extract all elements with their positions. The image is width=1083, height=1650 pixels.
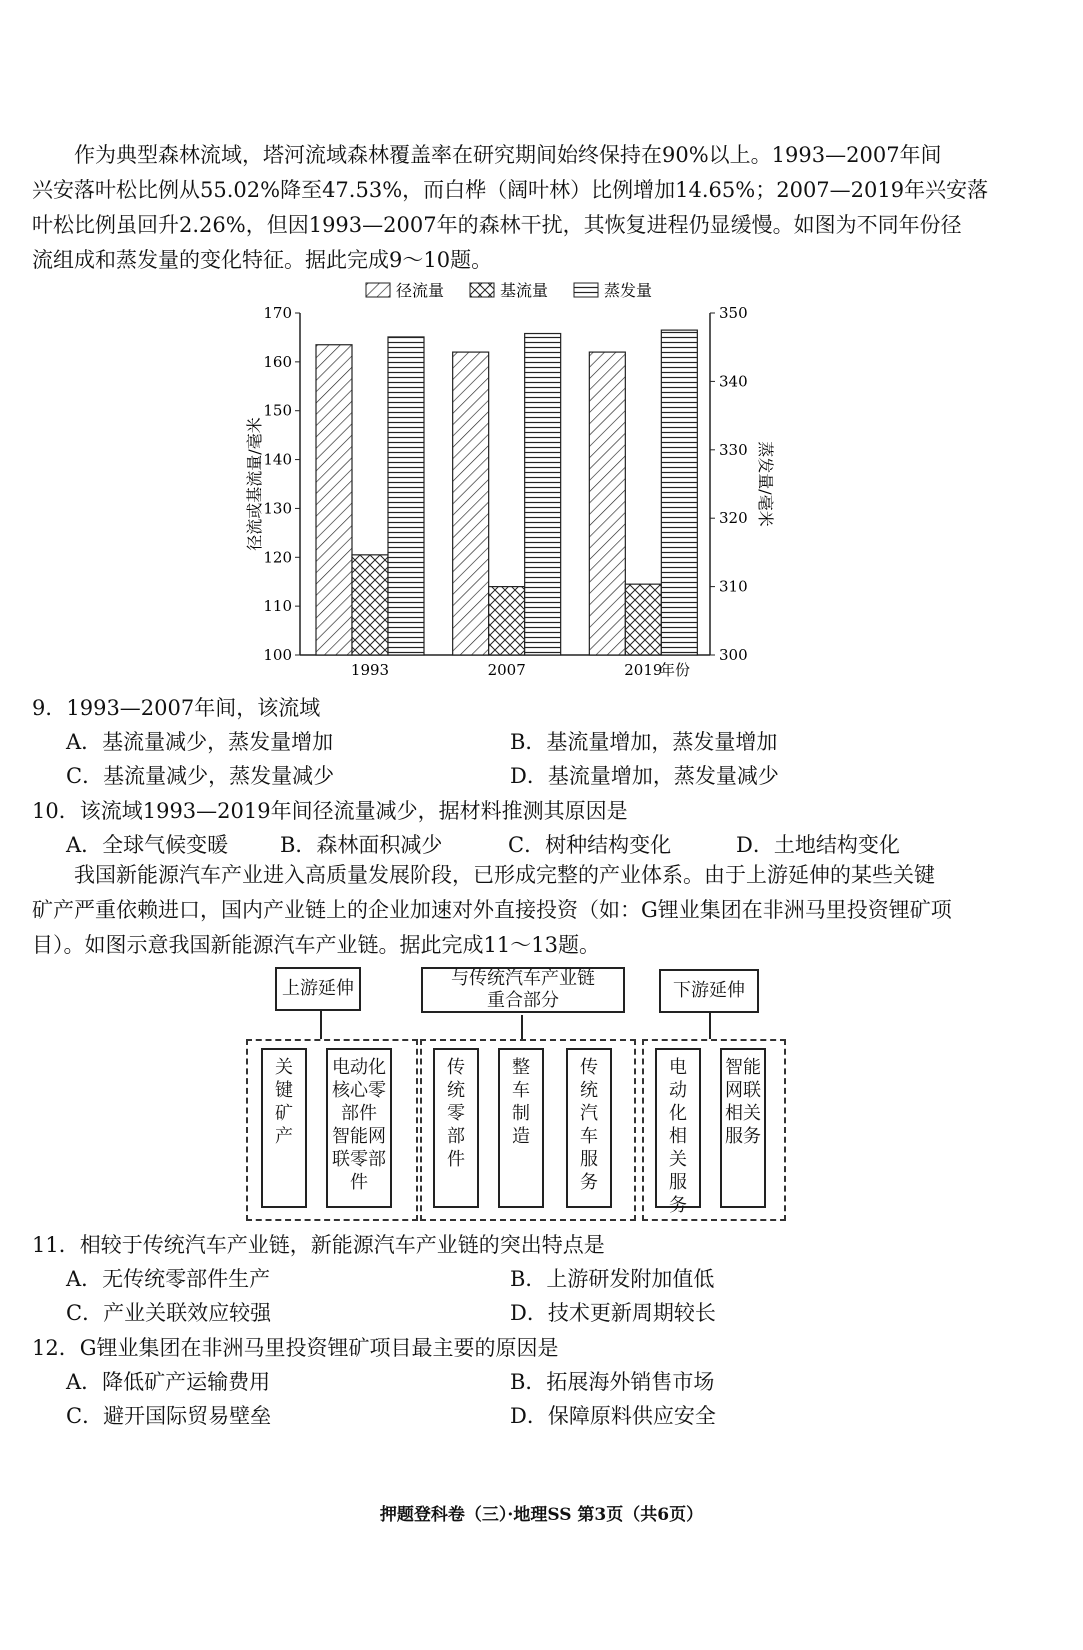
y-right-tick-label: 320 — [719, 509, 748, 528]
bar — [352, 555, 388, 655]
q9-option-d[interactable]: D．基流量增加，蒸发量减少 — [510, 764, 779, 788]
q11-stem: 11．相较于传统汽车产业链，新能源汽车产业链的突出特点是 — [32, 1233, 605, 1257]
downstream-header: 下游延伸 — [659, 969, 759, 1013]
passage-1-line: 兴安落叶松比例从55.02%降至47.53%，而白桦（阔叶林）比例增加14.65%；2007—2019年兴安落 — [32, 178, 989, 202]
item-key-minerals — [261, 1048, 307, 1208]
q11-option-d[interactable]: D．技术更新周期较长 — [510, 1301, 716, 1325]
q12-stem: 12．G锂业集团在非洲马里投资锂矿项目最主要的原因是 — [32, 1336, 559, 1360]
q11-option-c[interactable]: C．产业关联效应较强 — [66, 1301, 272, 1325]
y-right-tick-label: 340 — [719, 372, 748, 391]
y-right-tick-label: 350 — [719, 304, 748, 322]
item-vehicle-manufacturing — [498, 1048, 544, 1208]
item-label: 整车制造 — [512, 1057, 530, 1147]
item-label: 关键矿产 — [275, 1057, 293, 1147]
passage-2-line: 我国新能源汽车产业进入高质量发展阶段，已形成完整的产业体系。由于上游延伸的某些关键 — [32, 863, 935, 887]
overlap-header: 与传统汽车产业链重合部分 — [421, 967, 625, 1013]
bar — [525, 334, 561, 655]
y-right-tick-label: 310 — [719, 577, 748, 596]
legend-swatch — [366, 283, 390, 297]
q10-option-c[interactable]: C．树种结构变化 — [508, 833, 672, 857]
item-label: 电动化相关服务 — [669, 1057, 687, 1216]
y-right-axis-title: 蒸发量/毫米 — [756, 441, 775, 527]
bar — [489, 587, 525, 655]
passage-2 — [32, 858, 1052, 963]
q11-option-b[interactable]: B．上游研发附加值低 — [510, 1267, 715, 1291]
item-connected-services — [720, 1048, 766, 1208]
q12-option-b[interactable]: B．拓展海外销售市场 — [510, 1370, 715, 1394]
item-label: 传统零部件 — [447, 1057, 465, 1170]
y-right-tick-label: 330 — [719, 440, 748, 459]
q10-option-a[interactable]: A．全球气候变暖 — [66, 833, 229, 857]
page-footer: 押题登科卷（三）·地理SS 第3页（共6页） — [379, 1505, 704, 1525]
legend-label: 蒸发量 — [604, 281, 653, 300]
item-label: 电动化核心零部件 智能网联零部件 — [332, 1057, 386, 1193]
bar — [625, 584, 661, 655]
x-tick-label: 2007 — [487, 661, 526, 679]
item-electrification-services — [655, 1048, 701, 1216]
downstream-connector — [709, 1011, 711, 1039]
q9-stem: 9．1993—2007年间，该流域 — [32, 696, 321, 720]
legend-swatch — [470, 283, 494, 297]
x-tick-label: 2019 — [624, 661, 663, 679]
passage-1-line: 作为典型森林流域，塔河流域森林覆盖率在研究期间始终保持在90%以上。1993—2007年间 — [32, 143, 942, 167]
q9-option-c[interactable]: C．基流量减少，蒸发量减少 — [66, 764, 335, 788]
q10-option-d[interactable]: D．土地结构变化 — [736, 833, 900, 857]
q10-stem: 10．该流域1993—2019年间径流量减少，据材料推测其原因是 — [32, 799, 628, 823]
x-axis-suffix: 年份 — [660, 661, 691, 679]
q12-option-a[interactable]: A．降低矿产运输费用 — [66, 1370, 271, 1394]
bar — [661, 330, 697, 655]
legend-label: 基流量 — [500, 281, 549, 300]
passage-2-line: 目）。如图示意我国新能源汽车产业链。据此完成11～13题。 — [32, 933, 600, 957]
q11-option-a[interactable]: A．无传统零部件生产 — [66, 1267, 271, 1291]
y-tick-label: 160 — [263, 352, 292, 371]
legend-label: 径流量 — [396, 281, 445, 300]
item-core-parts — [326, 1048, 392, 1208]
runoff-evaporation-chart — [240, 275, 800, 685]
y-axis-title: 径流或基流量/毫米 — [245, 417, 264, 551]
item-traditional-parts — [433, 1048, 479, 1208]
upstream-connector — [320, 1009, 322, 1039]
bar — [316, 345, 352, 655]
item-label: 传统汽车服务 — [580, 1057, 598, 1193]
q10-option-b[interactable]: B．森林面积减少 — [280, 833, 443, 857]
y-tick-label: 120 — [263, 548, 292, 567]
bar — [453, 352, 489, 655]
passage-1-line: 叶松比例虽回升2.26%，但因1993—2007年的森林干扰，其恢复进程仍显缓慢。如图为不同年份径 — [32, 213, 962, 237]
y-tick-label: 130 — [263, 499, 292, 518]
q12-option-c[interactable]: C．避开国际贸易壁垒 — [66, 1404, 272, 1428]
y-tick-label: 150 — [263, 401, 292, 420]
q9-option-b[interactable]: B．基流量增加，蒸发量增加 — [510, 730, 778, 754]
x-tick-label: 1993 — [350, 661, 390, 679]
item-label: 智能网联相关服务 — [725, 1057, 761, 1147]
y-tick-label: 100 — [263, 646, 292, 664]
y-tick-label: 110 — [263, 597, 292, 616]
passage-1-line: 流组成和蒸发量的变化特征。据此完成9～10题。 — [32, 248, 493, 272]
y-right-tick-label: 300 — [719, 646, 748, 664]
item-traditional-services — [566, 1048, 612, 1208]
upstream-header: 上游延伸 — [275, 967, 361, 1011]
passage-2-line: 矿产严重依赖进口，国内产业链上的企业加速对外直接投资（如：G锂业集团在非洲马里投资锂矿项 — [32, 898, 952, 922]
q9-option-a[interactable]: A．基流量减少，蒸发量增加 — [66, 730, 334, 754]
y-tick-label: 170 — [263, 304, 292, 322]
passage-1 — [32, 138, 1052, 278]
legend-swatch — [574, 283, 598, 297]
y-tick-label: 140 — [263, 450, 292, 469]
q12-option-d[interactable]: D．保障原料供应安全 — [510, 1404, 716, 1428]
bar — [388, 337, 424, 655]
overlap-connector — [521, 1015, 523, 1039]
bar — [589, 352, 625, 655]
